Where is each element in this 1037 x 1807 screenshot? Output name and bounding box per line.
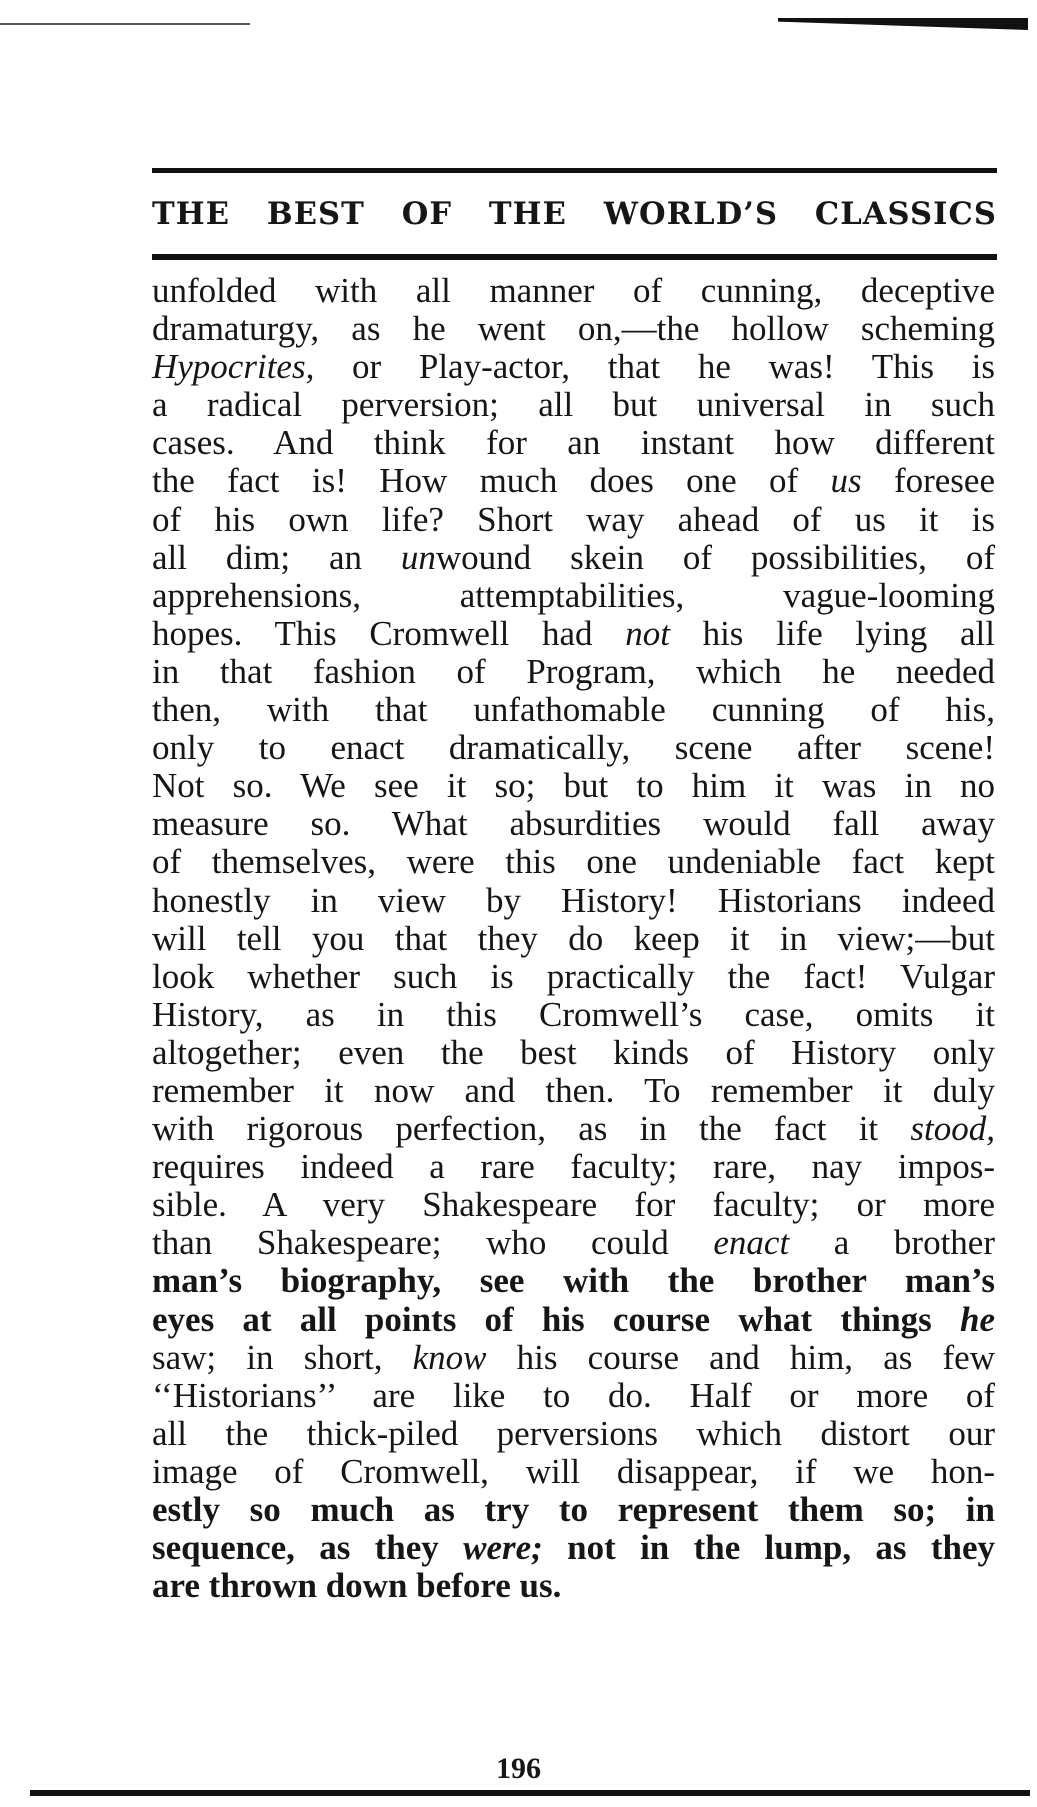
text-segment: with rigorous perfection, as in the fact it	[152, 1109, 911, 1149]
text-line	[152, 1224, 995, 1262]
text-line	[152, 996, 995, 1034]
scan-edge-bottom	[30, 1790, 1030, 1796]
text-line	[152, 1148, 995, 1186]
text-line	[152, 843, 995, 881]
text-segment: a brother	[789, 1223, 995, 1263]
text-segment: Not so. We see it so; but to him it was in no	[152, 766, 995, 806]
italic-segment: enact	[713, 1223, 790, 1263]
italic-segment: were;	[463, 1528, 543, 1568]
text-segment: of themselves, were this one undeniable fact kept	[152, 842, 995, 882]
text-segment: of his own life? Short way ahead of us it is	[152, 499, 995, 539]
text-line	[152, 348, 995, 386]
text-line	[152, 1453, 995, 1491]
scan-edge-top-left	[0, 23, 250, 25]
text-line	[152, 1301, 995, 1339]
text-segment: the fact is! How much does one of	[152, 461, 831, 501]
text-segment: estly so much as try to represent them so; in	[152, 1490, 995, 1529]
text-line	[152, 1186, 995, 1224]
text-segment: his life lying all	[669, 613, 995, 653]
text-line	[152, 1491, 995, 1529]
header-rule-top	[152, 168, 997, 173]
text-segment: honestly in view by History! Historians indeed	[152, 880, 995, 920]
text-segment: ‘‘Historians’’ are like to do. Half or more of	[152, 1375, 995, 1415]
body-text	[152, 272, 995, 1605]
text-segment: wound skein of possibilities, of	[435, 537, 995, 577]
text-line	[152, 539, 995, 577]
scan-edge-top-right	[778, 18, 1028, 30]
text-line	[152, 958, 995, 996]
text-line	[152, 501, 995, 539]
text-segment: hopes. This Cromwell had	[152, 613, 626, 653]
text-line	[152, 577, 995, 615]
text-segment: unfolded with all manner of cunning, deceptive	[152, 271, 995, 310]
text-line	[152, 272, 995, 310]
text-segment: or Play-actor, that he was! This is	[314, 347, 995, 387]
header-rule-bottom	[152, 254, 997, 260]
text-line	[152, 386, 995, 424]
text-segment: his course and him, as few	[486, 1337, 995, 1377]
text-segment: only to enact dramatically, scene after scene!	[152, 728, 995, 768]
text-line	[152, 653, 995, 691]
text-segment: foresee	[861, 461, 995, 501]
text-line	[152, 424, 995, 462]
italic-segment: Hypocrites,	[152, 347, 315, 387]
text-segment: image of Cromwell, will disappear, if we hon-	[152, 1451, 995, 1491]
text-line	[152, 1262, 995, 1300]
text-segment: are thrown down before us.	[152, 1566, 562, 1606]
text-segment: all the thick-piled perversions which distort our	[152, 1413, 995, 1453]
text-segment: will tell you that they do keep it in view;—but	[152, 918, 995, 958]
text-segment: saw; in short,	[152, 1337, 413, 1377]
text-line	[152, 767, 995, 805]
text-segment: History, as in this Cromwell’s case, omits it	[152, 994, 995, 1034]
running-header: THE BEST OF THE WORLD’S CLASSICS	[152, 196, 997, 232]
text-segment: remember it now and then. To remember it duly	[152, 1070, 995, 1110]
text-segment: then, with that unfathomable cunning of his,	[152, 690, 995, 730]
text-line	[152, 691, 995, 729]
text-line	[152, 310, 995, 348]
text-segment: apprehensions, attemptabilities, vague-looming	[152, 575, 995, 615]
text-segment: eyes at all points of his course what things	[152, 1299, 960, 1339]
italic-segment: know	[412, 1337, 487, 1377]
italic-segment: not	[625, 613, 670, 653]
text-segment: requires indeed a rare faculty; rare, nay impos-	[152, 1147, 995, 1187]
text-segment: than Shakespeare; who could	[152, 1223, 714, 1263]
text-line	[152, 805, 995, 843]
text-line	[152, 1415, 995, 1453]
text-line	[152, 1567, 995, 1605]
text-segment: sequence, as they	[152, 1528, 464, 1568]
text-line	[152, 920, 995, 958]
text-line	[152, 1072, 995, 1110]
text-segment: a radical perversion; all but universal in such	[152, 385, 995, 425]
text-line	[152, 1377, 995, 1415]
text-segment: all dim; an	[152, 537, 401, 577]
text-segment: cases. And think for an instant how different	[152, 423, 995, 463]
text-line	[152, 1529, 995, 1567]
text-segment: measure so. What absurdities would fall away	[152, 804, 995, 844]
text-line	[152, 1339, 995, 1377]
text-segment: sible. A very Shakespeare for faculty; or more	[152, 1185, 995, 1225]
italic-segment: he	[960, 1299, 995, 1339]
text-line	[152, 615, 995, 653]
text-segment: altogether; even the best kinds of History only	[152, 1032, 995, 1072]
text-line	[152, 729, 995, 767]
text-line	[152, 882, 995, 920]
text-segment: in that fashion of Program, which he needed	[152, 651, 995, 691]
italic-segment: un	[400, 537, 436, 577]
italic-segment: stood,	[910, 1109, 995, 1149]
page-number: 196	[496, 1752, 541, 1785]
text-segment: look whether such is practically the fact! Vulgar	[152, 956, 995, 996]
text-segment: not in the lump, as they	[542, 1528, 995, 1568]
text-segment: dramaturgy, as he went on,—the hollow scheming	[152, 309, 995, 349]
text-line	[152, 462, 995, 500]
text-segment: man’s biography, see with the brother man’s	[152, 1261, 995, 1301]
italic-segment: us	[830, 461, 862, 501]
text-line	[152, 1110, 995, 1148]
text-line	[152, 1034, 995, 1072]
